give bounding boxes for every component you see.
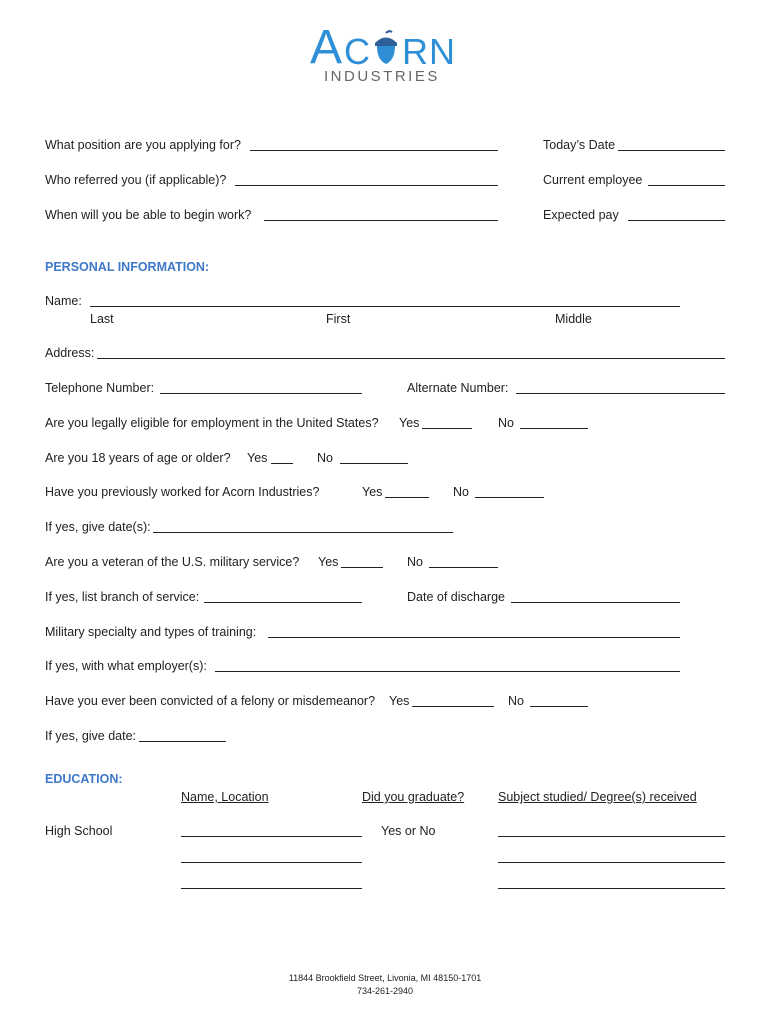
telephone-label: Telephone Number: — [45, 381, 155, 395]
alternate-field[interactable] — [516, 393, 725, 394]
convicted-label: Have you ever been convicted of a felony or misdemeanor? — [45, 694, 376, 708]
veteran-yes-label: Yes — [318, 555, 339, 569]
age-yes-label: Yes — [247, 451, 268, 465]
worked-yes-label: Yes — [362, 485, 383, 499]
worked-dates-label: If yes, give date(s): — [45, 520, 151, 534]
referred-field[interactable] — [235, 185, 498, 186]
veteran-no-label: No — [407, 555, 423, 569]
high-school-graduate: Yes or No — [381, 824, 436, 838]
address-label: Address: — [45, 346, 95, 360]
begin-work-field[interactable] — [264, 220, 498, 221]
education-subject-field-2[interactable] — [498, 862, 725, 863]
todays-date-label: Today’s Date — [543, 138, 616, 152]
specialty-label: Military specialty and types of training: — [45, 625, 257, 639]
education-col-graduate: Did you graduate? — [362, 790, 465, 804]
name-field[interactable] — [90, 306, 680, 307]
discharge-field[interactable] — [511, 602, 680, 603]
veteran-yes-field[interactable] — [341, 567, 383, 568]
name-last-caption: Last — [90, 312, 114, 326]
education-col-name: Name, Location — [181, 790, 269, 804]
high-school-subject-field[interactable] — [498, 836, 725, 837]
logo-letter-c: C — [344, 31, 370, 72]
convicted-yes-label: Yes — [389, 694, 410, 708]
discharge-label: Date of discharge — [407, 590, 505, 604]
specialty-field[interactable] — [268, 637, 680, 638]
personal-info-heading: PERSONAL INFORMATION: — [45, 260, 210, 274]
worked-dates-field[interactable] — [153, 532, 453, 533]
footer-phone: 734-261-2940 — [356, 986, 414, 996]
telephone-field[interactable] — [160, 393, 362, 394]
logo-subtitle: INDUSTRIES — [324, 68, 440, 85]
eligible-yes-field[interactable] — [422, 428, 472, 429]
expected-pay-label: Expected pay — [543, 208, 619, 222]
eligible-yes-label: Yes — [399, 416, 420, 430]
age-no-label: No — [317, 451, 333, 465]
alternate-label: Alternate Number: — [407, 381, 509, 395]
expected-pay-field[interactable] — [628, 220, 725, 221]
eligible-no-label: No — [498, 416, 514, 430]
high-school-label: High School — [45, 824, 113, 838]
eligible-no-field[interactable] — [520, 428, 588, 429]
age-no-field[interactable] — [340, 463, 408, 464]
branch-field[interactable] — [204, 602, 362, 603]
position-label: What position are you applying for? — [45, 138, 241, 152]
convicted-no-field[interactable] — [530, 706, 588, 707]
worked-no-field[interactable] — [475, 497, 544, 498]
convicted-date-label: If yes, give date: — [45, 729, 137, 743]
employer-label: If yes, with what employer(s): — [45, 659, 207, 673]
convicted-yes-field[interactable] — [412, 706, 494, 707]
footer-address: 11844 Brookfield Street, Livonia, MI 48150-1701 — [288, 973, 482, 983]
todays-date-field[interactable] — [618, 150, 725, 151]
employer-field[interactable] — [215, 671, 680, 672]
age-label: Are you 18 years of age or older? — [45, 451, 231, 465]
education-name-field-3[interactable] — [181, 888, 362, 889]
education-name-field-2[interactable] — [181, 862, 362, 863]
current-employee-label: Current employee — [543, 173, 643, 187]
begin-work-label: When will you be able to begin work? — [45, 208, 252, 222]
acorn-icon — [370, 30, 402, 66]
eligible-label: Are you legally eligible for employment in the United States? — [45, 416, 379, 430]
veteran-no-field[interactable] — [429, 567, 498, 568]
worked-no-label: No — [453, 485, 469, 499]
logo-letters-rn: RN — [402, 31, 456, 72]
position-field[interactable] — [250, 150, 498, 151]
name-first-caption: First — [326, 312, 351, 326]
education-col-subject: Subject studied/ Degree(s) received — [498, 790, 697, 804]
education-subject-field-3[interactable] — [498, 888, 725, 889]
worked-label: Have you previously worked for Acorn Industries? — [45, 485, 320, 499]
veteran-label: Are you a veteran of the U.S. military service? — [45, 555, 300, 569]
current-employee-field[interactable] — [648, 185, 725, 186]
referred-label: Who referred you (if applicable)? — [45, 173, 227, 187]
logo-letter-a: A — [310, 21, 343, 74]
address-field[interactable] — [97, 358, 725, 359]
name-middle-caption: Middle — [555, 312, 592, 326]
name-label: Name: — [45, 294, 82, 308]
convicted-date-field[interactable] — [139, 741, 226, 742]
convicted-no-label: No — [508, 694, 524, 708]
branch-label: If yes, list branch of service: — [45, 590, 200, 604]
company-logo — [310, 21, 470, 85]
worked-yes-field[interactable] — [385, 497, 429, 498]
age-yes-field[interactable] — [271, 463, 293, 464]
education-heading: EDUCATION: — [45, 772, 123, 786]
high-school-name-field[interactable] — [181, 836, 362, 837]
